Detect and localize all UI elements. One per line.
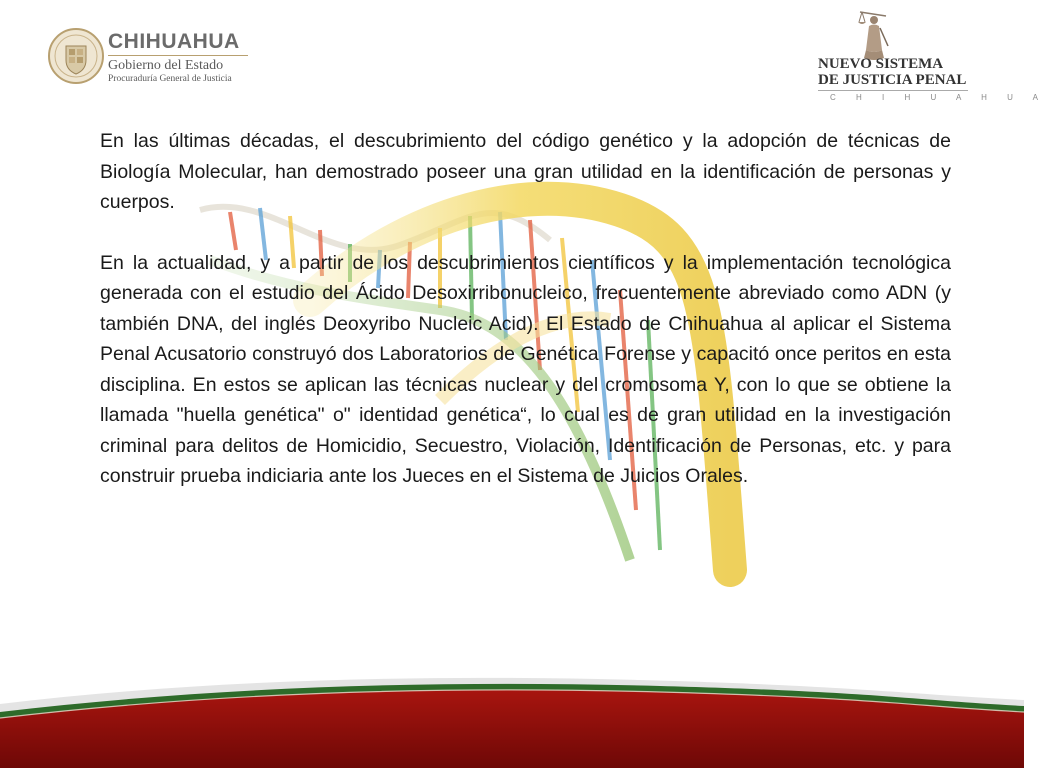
- chihuahua-government-logo: [48, 28, 258, 92]
- logo-line-1: NUEVO SISTEMA: [818, 56, 944, 72]
- justice-system-logo: [810, 6, 1047, 102]
- state-seal-icon: [48, 28, 104, 84]
- logo-title: CHIHUAHUA: [108, 30, 240, 53]
- logo-department: Procuraduría General de Justicia: [108, 74, 232, 84]
- logo-line-2: DE JUSTICIA PENAL: [818, 72, 967, 88]
- logo-subtitle: Gobierno del Estado: [108, 58, 224, 73]
- body-text: [100, 126, 951, 492]
- paragraph-2: En la actualidad, y a partir de los descubrimientos científicos y la implementación tecnológica generada con el estudio del Ácido Desoxirribonucleico, frecuentemente abreviado como ADN (y también DNA, del inglés Deoxyribo Nucleic Acid). El Estado de Chihuahua al aplicar el Sistema Penal Acusatorio construyó dos Laboratorios de Genética Forense y capacitó once peritos en esta disciplina. En estos se aplican las técnicas nuclear y del cromosoma Y, con lo que se obtiene la llamada "huella genética" o" identidad genética“, lo cual es de gran utilidad en la investigación criminal para delitos de Homicidio, Secuestro, Violación, Identificación de Personas, etc. y para construir prueba indiciaria ante los Jueces en el Sistema de Juicios Orales.: [100, 251, 951, 487]
- logo-divider: [108, 55, 248, 56]
- paragraph-1: En las últimas décadas, el descubrimiento del código genético y la adopción de técnicas de Biología Molecular, han demostrado poseer una gran utilidad en la identificación de personas y cuerpos.: [100, 130, 951, 213]
- footer-wave-decoration: [0, 660, 1024, 768]
- logo-line-3: C H I H U A H U A: [830, 93, 1047, 102]
- logo-divider: [818, 90, 968, 91]
